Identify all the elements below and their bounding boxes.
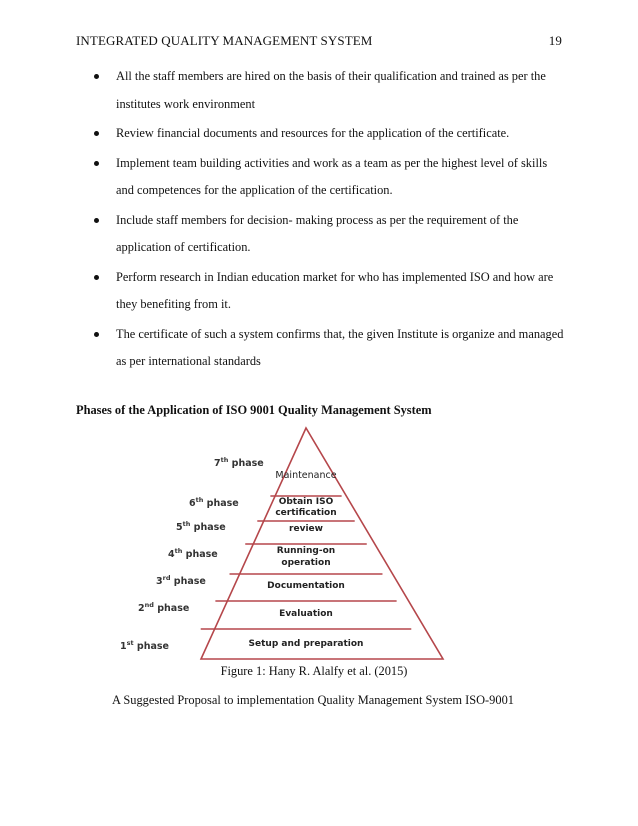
- pyramid-step-label: Running-on: [276, 546, 336, 556]
- pyramid-step-label: review: [289, 524, 323, 534]
- list-item: Perform research in Indian education market for who has implemented ISO and how are they benefiting from it.: [94, 264, 564, 319]
- section-heading: Phases of the Application of ISO 9001 Quality Management System: [76, 403, 432, 417]
- bullet-icon: [94, 74, 99, 79]
- list-item: Include staff members for decision- making process as per the requirement of the application of certification.: [94, 207, 564, 262]
- pyramid-step-label: Documentation: [267, 581, 345, 591]
- figure-caption: Figure 1: Hany R. Alalfy et al. (2015): [220, 664, 408, 678]
- running-header: [76, 33, 562, 53]
- bullet-icon: [94, 332, 99, 337]
- list-item: Review financial documents and resources for the application of the certificate.: [94, 120, 564, 148]
- phase-label: 6th phase: [189, 496, 239, 509]
- bullet-icon: [94, 275, 99, 280]
- phase-label: 2nd phase: [138, 601, 190, 614]
- phase-label: 4th phase: [168, 547, 218, 560]
- bullet-icon: [94, 131, 99, 136]
- phase-label: 5th phase: [176, 520, 226, 533]
- pyramid-step-label: certification: [275, 508, 337, 518]
- bullet-list: [94, 63, 564, 378]
- pyramid-step-label: Maintenance: [275, 470, 337, 481]
- bullet-icon: [94, 161, 99, 166]
- phase-label: 1st phase: [120, 639, 169, 652]
- pyramid-step-label: Evaluation: [279, 609, 333, 619]
- page-number: 19: [548, 33, 562, 48]
- phase-label: 3rd phase: [156, 574, 206, 587]
- list-item: Implement team building activities and work as a team as per the highest level of skills and competences for the application of the certification.: [94, 150, 564, 205]
- bullet-icon: [94, 218, 99, 223]
- pyramid-figure: [110, 424, 450, 664]
- list-item: The certificate of such a system confirms that, the given Institute is organize and managed as per international standards: [94, 321, 564, 376]
- pyramid-step-label: operation: [281, 558, 331, 568]
- header-title: INTEGRATED QUALITY MANAGEMENT SYSTEM: [76, 33, 373, 48]
- list-item: All the staff members are hired on the basis of their qualification and trained as per the institutes work environment: [94, 63, 564, 118]
- figure-subcaption: A Suggested Proposal to implementation Quality Management System ISO-9001: [112, 693, 514, 707]
- pyramid-step-label: Obtain ISO: [278, 497, 334, 507]
- phase-label: 7th phase: [214, 456, 264, 469]
- pyramid-step-label: Setup and preparation: [248, 639, 364, 649]
- pyramid-diagram: [110, 424, 450, 664]
